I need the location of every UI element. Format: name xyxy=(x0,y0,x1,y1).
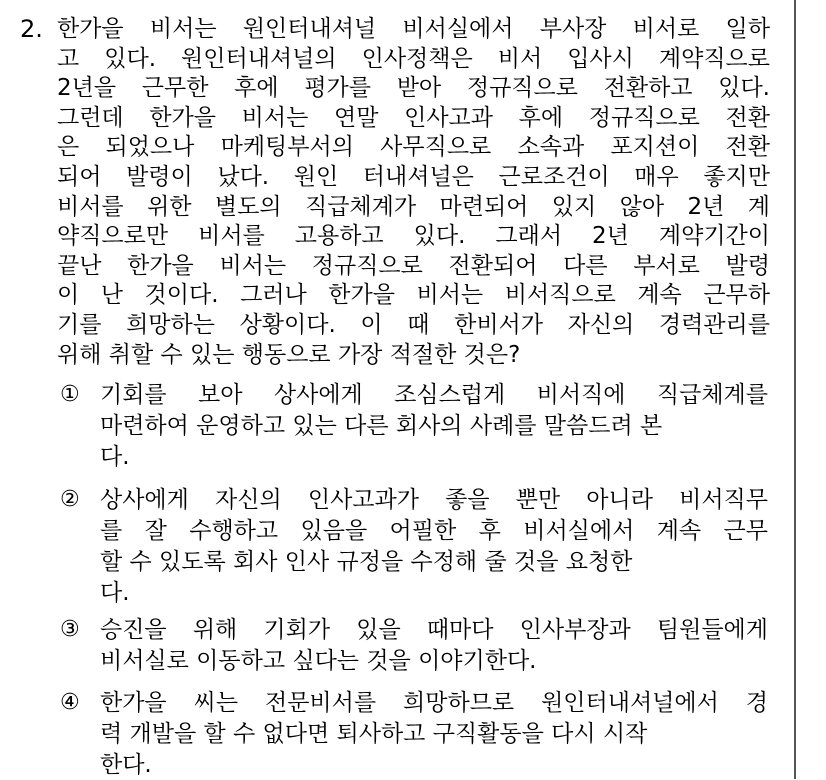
option-text-line: 비서실로 이동하고 싶다는 것을 이야기한다. xyxy=(100,648,537,674)
question-text-line: 되어 발령이 났다. 원인 터내셔널은 근로조건이 매우 좋지만 xyxy=(57,164,770,190)
option-text-line: 기회를 보아 상사에게 조심스럽게 비서직에 직급체계를 xyxy=(100,382,768,408)
option-text-line: 력 개발을 할 수 없다면 퇴사하고 구직활동을 다시 시작 xyxy=(100,721,648,747)
page-column-divider xyxy=(794,0,796,779)
question-text-line: 고 있다. 원인터내셔널의 인사정책은 비서 입사시 계약직으로 xyxy=(57,45,770,72)
option-text-line: 다. xyxy=(100,580,130,606)
option-marker: ③ xyxy=(60,617,80,642)
question-text-line: 약직으로만 비서를 고용하고 있다. 그래서 2년 계약기간이 xyxy=(57,223,770,250)
question-text-line: 위해 취할 수 있는 행동으로 가장 적절한 것은? xyxy=(57,341,521,368)
question-text-line: 그런데 한가을 비서는 연말 인사고과 후에 정규직으로 전환 xyxy=(57,104,770,131)
option-text-line: 다. xyxy=(100,444,130,470)
question-text-line: 은 되었으나 마케팅부서의 사무직으로 소속과 포지션이 전환 xyxy=(57,134,770,161)
option-text-line: 한가을 씨는 전문비서를 희망하므로 원인터내셔널에서 경 xyxy=(100,690,768,716)
option-text-line: 한다. xyxy=(100,752,152,778)
option-marker: ② xyxy=(60,487,80,512)
option-text-line: 할 수 있도록 회사 인사 규정을 수정해 줄 것을 요청한 xyxy=(100,549,633,575)
question-number: 2. xyxy=(20,15,43,43)
question-text-line: 이 난 것이다. 그러나 한가을 비서는 비서직으로 계속 근무하 xyxy=(57,282,770,309)
question-text-line: 2년을 근무한 후에 평가를 받아 정규직으로 전환하고 있다. xyxy=(57,75,770,102)
option-text-line: 마련하여 운영하고 있는 다른 회사의 사례를 말씀드려 본 xyxy=(100,413,663,439)
question-text-line: 기를 희망하는 상황이다. 이 때 한비서가 자신의 경력관리를 xyxy=(57,312,770,338)
option-text-line: 승진을 위해 기회가 있을 때마다 인사부장과 팀원들에게 xyxy=(100,617,768,643)
question-text-line: 끝난 한가을 비서는 정규직으로 전환되어 다른 부서로 발령 xyxy=(57,252,770,279)
option-text-line: 상사에게 자신의 인사고과가 좋을 뿐만 아니라 비서직무 xyxy=(100,487,768,513)
question-text-line: 한가을 비서는 원인터내셔널 비서실에서 부사장 비서로 일하 xyxy=(57,16,770,42)
option-marker: ① xyxy=(60,382,80,407)
option-marker: ④ xyxy=(60,690,80,715)
option-text-line: 를 잘 수행하고 있음을 어필한 후 비서실에서 계속 근무 xyxy=(100,518,768,544)
question-text-line: 비서를 위한 별도의 직급체계가 마련되어 있지 않아 2년 계 xyxy=(57,193,770,220)
